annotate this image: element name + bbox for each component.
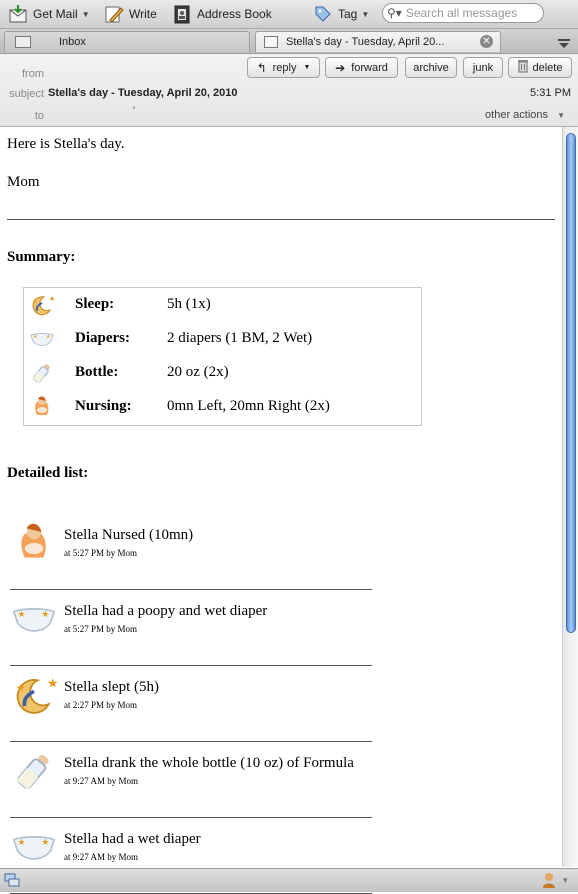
get-mail-icon <box>8 4 28 24</box>
reply-dropdown-icon[interactable]: ▼ <box>303 64 311 71</box>
summary-label: Nursing: <box>75 398 132 414</box>
tab-inbox-label: Inbox <box>59 36 86 48</box>
summary-label: Diapers: <box>75 330 130 346</box>
delete-button[interactable] <box>508 57 572 78</box>
summary-row <box>24 390 423 424</box>
message-header <box>0 54 578 127</box>
other-actions-dropdown-icon: ▼ <box>557 111 565 120</box>
junk-button[interactable] <box>463 57 503 78</box>
diaper-icon <box>12 825 56 869</box>
to-label: to <box>34 110 44 122</box>
event-meta: at 9:27 AM by Mom <box>64 776 139 786</box>
address-book-button[interactable] <box>172 3 272 25</box>
list-item <box>10 513 372 590</box>
summary-row <box>24 288 423 322</box>
write-label: Write <box>129 7 157 21</box>
message-tab-icon <box>264 36 278 48</box>
search-icon[interactable]: ⚲▾ <box>387 6 402 20</box>
svg-text:★: ★ <box>41 837 50 848</box>
subject-value: Stella's day - Tuesday, April 20, 2010 <box>48 87 238 99</box>
archive-label: archive <box>413 61 449 74</box>
svg-text:★: ★ <box>15 682 26 695</box>
close-tab-icon[interactable]: ✕ <box>480 35 493 48</box>
other-actions-label: other actions <box>485 109 549 121</box>
junk-label: junk <box>472 61 494 74</box>
search-input[interactable] <box>382 3 544 23</box>
list-item <box>10 665 372 742</box>
status-bar <box>0 868 578 892</box>
svg-text:★: ★ <box>17 837 26 848</box>
intro-text: Here is Stella's day. <box>7 136 125 152</box>
tag-dropdown-icon[interactable]: ▼ <box>361 9 370 19</box>
tag-button[interactable] <box>313 3 369 25</box>
event-meta: at 5:27 PM by Mom <box>64 548 138 558</box>
summary-value: 0mn Left, 20mn Right (2x) <box>167 398 330 414</box>
nursing-icon <box>12 521 56 565</box>
svg-text:★: ★ <box>49 295 56 303</box>
from-label: from <box>22 68 44 80</box>
tag-icon <box>313 4 333 24</box>
summary-row <box>24 356 423 390</box>
summary-label: Sleep: <box>75 296 115 312</box>
tab-list-icon[interactable] <box>558 36 570 46</box>
main-toolbar <box>0 0 578 29</box>
svg-text:★: ★ <box>32 299 38 305</box>
scrollbar-thumb[interactable] <box>566 133 576 633</box>
offline-status-icon[interactable] <box>4 873 20 887</box>
other-actions-menu[interactable] <box>485 109 565 121</box>
summary-table <box>23 287 422 426</box>
forward-button[interactable] <box>325 57 398 78</box>
summary-heading: Summary: <box>7 249 76 265</box>
diaper-icon <box>12 597 56 641</box>
get-mail-dropdown-icon[interactable]: ▼ <box>81 9 90 19</box>
diaper-icon <box>30 327 54 351</box>
forward-label: forward <box>351 61 388 74</box>
delete-label: delete <box>532 61 563 74</box>
to-value[interactable]: ' <box>133 105 136 117</box>
summary-value: 20 oz (2x) <box>167 364 229 380</box>
separator-line <box>7 219 555 220</box>
event-title: Stella had a poopy and wet diaper <box>64 603 268 619</box>
moon-icon <box>30 293 54 317</box>
resize-grip-icon[interactable]: ▾ <box>563 875 568 885</box>
nursing-icon <box>30 395 54 419</box>
event-meta: at 9:27 AM by Mom <box>64 852 139 862</box>
tab-message[interactable] <box>255 31 501 52</box>
event-title: Stella drank the whole bottle (10 oz) of Formula <box>64 755 354 771</box>
bottle-icon <box>30 361 54 385</box>
summary-value: 2 diapers (1 BM, 2 Wet) <box>167 330 313 346</box>
summary-row <box>24 322 423 356</box>
forward-icon: ➔ <box>335 60 346 75</box>
bottle-icon <box>12 749 56 793</box>
get-mail-label: Get Mail <box>33 7 78 21</box>
svg-text:★: ★ <box>41 609 50 620</box>
reply-icon: ↰ <box>256 60 267 75</box>
address-book-icon <box>172 4 192 24</box>
detail-heading: Detailed list: <box>7 465 89 481</box>
list-item <box>10 589 372 666</box>
message-time: 5:31 PM <box>530 87 571 99</box>
summary-label: Bottle: <box>75 364 119 380</box>
signoff-text: Mom <box>7 174 40 190</box>
summary-value: 5h (1x) <box>167 296 211 312</box>
event-title: Stella slept (5h) <box>64 679 159 695</box>
tab-inbox[interactable] <box>4 31 250 52</box>
message-body <box>0 127 562 867</box>
svg-text:★: ★ <box>46 335 51 340</box>
list-item <box>10 741 372 818</box>
tab-message-label: Stella's day - Tuesday, April 20... <box>286 36 445 48</box>
event-meta: at 5:27 PM by Mom <box>64 624 138 634</box>
event-meta: at 2:27 PM by Mom <box>64 700 138 710</box>
subject-label: subject <box>9 88 44 100</box>
tab-bar <box>0 29 578 54</box>
archive-button[interactable] <box>405 57 457 78</box>
moon-icon <box>12 673 59 717</box>
get-mail-button[interactable] <box>8 3 90 25</box>
reply-label: reply <box>272 61 297 74</box>
message-scrollbar[interactable] <box>562 127 578 867</box>
address-book-label: Address Book <box>197 7 272 21</box>
tag-label: Tag <box>338 7 358 21</box>
search-placeholder: Search all messages <box>405 6 518 20</box>
write-icon <box>104 4 124 24</box>
svg-text:★: ★ <box>46 676 59 691</box>
write-button[interactable] <box>104 3 157 25</box>
svg-text:★: ★ <box>17 609 26 620</box>
inbox-tab-icon <box>15 36 31 48</box>
event-title: Stella had a wet diaper <box>64 831 201 847</box>
svg-text:★: ★ <box>33 335 38 340</box>
reply-button[interactable] <box>247 57 320 78</box>
activity-icon[interactable] <box>540 871 558 889</box>
event-title: Stella Nursed (10mn) <box>64 527 194 543</box>
trash-icon <box>518 60 528 75</box>
